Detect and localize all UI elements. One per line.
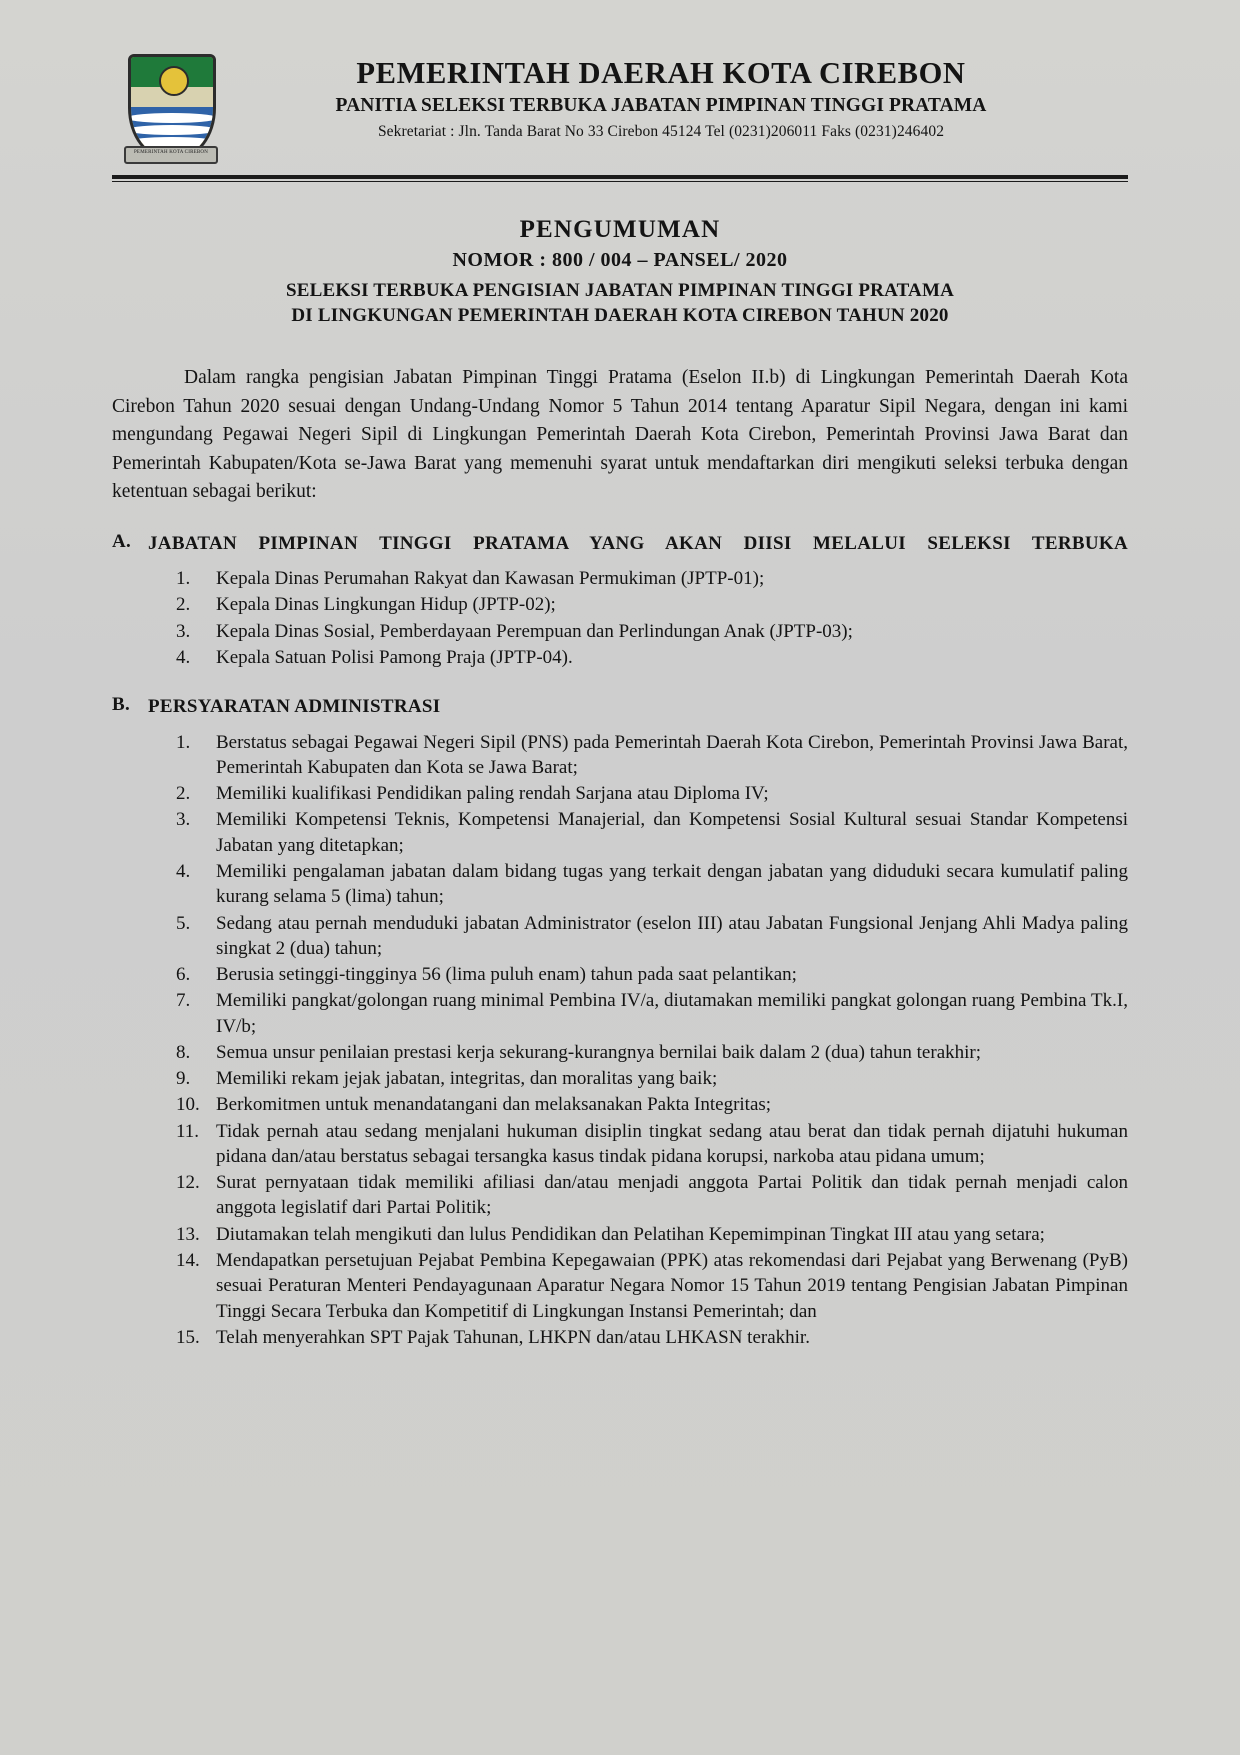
secretariat-address: Sekretariat : Jln. Tanda Barat No 33 Cirebon 45124 Tel (0231)206011 Faks (0231)246402: [377, 123, 945, 141]
item-text: Telah menyerahkan SPT Pajak Tahunan, LHKPN dan/atau LHKASN terakhir.: [216, 1326, 810, 1348]
section-b-title: PERSYARATAN ADMINISTRASI: [148, 696, 441, 718]
list-item: [176, 962, 1128, 987]
title-block: [112, 216, 1128, 328]
document-number: NOMOR : 800 / 004 – PANSEL/ 2020: [452, 249, 788, 271]
list-item: [176, 566, 1128, 591]
item-text: Sedang atau pernah menduduki jabatan Administrator (eselon III) atau Jabatan Fungsional Jenjang Ahli Madya paling singkat 2 (dua) tahun;: [216, 912, 1128, 959]
institution-name: PEMERINTAH DAERAH KOTA CIREBON: [356, 56, 966, 90]
item-text: Mendapatkan persetujuan Pejabat Pembina Kepegawaian (PPK) atas rekomendasi dari Pejabat yang Berwenang (PyB) sesuai Peraturan Menteri Pendayagunaan Aparatur Negara Nomor 15 Tahun 2019 tentang Pengisian Jabatan Pimpinan Tinggi Secara Terbuka dan Kompetitif di Lingkungan Instansi Pemerintah; dan: [216, 1250, 1128, 1322]
letterhead: [112, 46, 1128, 166]
item-number: 3.: [176, 809, 191, 831]
page-title: PENGUMUMAN: [519, 216, 721, 243]
item-number: 6.: [176, 964, 191, 986]
item-text: Memiliki rekam jejak jabatan, integritas, dan moralitas yang baik;: [216, 1068, 718, 1090]
item-number: 2.: [176, 594, 191, 616]
item-text: Diutamakan telah mengikuti dan lulus Pendidikan dan Pelatihan Kepemimpinan Tingkat III atau yang setara;: [216, 1223, 1045, 1245]
document-subtitle-line-1: SELEKSI TERBUKA PENGISIAN JABATAN PIMPINAN TINGGI PRATAMA: [285, 280, 955, 301]
document-subtitle-line-2: DI LINGKUNGAN PEMERINTAH DAERAH KOTA CIREBON TAHUN 2020: [291, 304, 949, 326]
list-item: [176, 619, 1128, 644]
list-item: [176, 988, 1128, 1039]
item-number: 12.: [176, 1172, 200, 1194]
list-item: [176, 1170, 1128, 1221]
section-b-letter: B.: [112, 694, 131, 716]
committee-name: PANITIA SELEKSI TERBUKA JABATAN PIMPINAN TINGGI PRATAMA: [335, 95, 987, 117]
item-number: 4.: [176, 646, 191, 668]
item-number: 5.: [176, 912, 191, 934]
section-a-list: [112, 566, 1128, 670]
list-item: [176, 911, 1128, 962]
item-number: 11.: [176, 1120, 200, 1142]
item-text: Berkomitmen untuk menandatangani dan melaksanakan Pakta Integritas;: [216, 1094, 772, 1116]
item-text: Semua unsur penilaian prestasi kerja sekurang-kurangnya bernilai baik dalam 2 (dua) tahun terakhir;: [216, 1041, 982, 1063]
item-number: 3.: [176, 620, 191, 642]
item-text: Memiliki Kompetensi Teknis, Kompetensi Manajerial, dan Kompetensi Sosial Kultural sesuai Standar Kompetensi Jabatan yang ditetapkan;: [216, 809, 1128, 856]
item-number: 7.: [176, 990, 191, 1012]
item-number: 4.: [176, 861, 191, 883]
list-item: [176, 1248, 1128, 1324]
item-text: Memiliki pangkat/golongan ruang minimal Pembina IV/a, diutamakan memiliki pangkat golongan ruang Pembina Tk.I, IV/b;: [216, 990, 1128, 1037]
item-number: 2.: [176, 783, 191, 805]
list-item: [176, 730, 1128, 781]
list-item: [176, 1040, 1128, 1065]
section-b: [112, 694, 1128, 1350]
item-text: Kepala Satuan Polisi Pamong Praja (JPTP-04).: [216, 646, 573, 668]
section-b-list: [112, 730, 1128, 1350]
list-item: [176, 781, 1128, 806]
item-text: Kepala Dinas Sosial, Pemberdayaan Perempuan dan Perlindungan Anak (JPTP-03);: [216, 620, 853, 642]
item-text: Memiliki pengalaman jabatan dalam bidang tugas yang terkait dengan jabatan yang diduduki secara kumulatif paling kurang selama 5 (lima) tahun;: [216, 861, 1128, 908]
list-item: [176, 645, 1128, 670]
list-item: [176, 1222, 1128, 1247]
header-rule-thin: [112, 181, 1128, 182]
section-a-title: JABATAN PIMPINAN TINGGI PRATAMA YANG AKAN DIISI MELALUI SELEKSI TERBUKA: [148, 532, 1128, 554]
list-item: [176, 859, 1128, 910]
section-a: [112, 531, 1128, 671]
item-number: 13.: [176, 1223, 200, 1245]
crest-caption: PEMERINTAH KOTA CIREBON: [124, 146, 218, 164]
list-item: [176, 1066, 1128, 1091]
item-text: Kepala Dinas Perumahan Rakyat dan Kawasan Permukiman (JPTP-01);: [216, 568, 765, 590]
list-item: [176, 1325, 1128, 1350]
item-text: Berstatus sebagai Pegawai Negeri Sipil (PNS) pada Pemerintah Daerah Kota Cirebon, Pemerintah Provinsi Jawa Barat, Pemerintah Kabupaten dan Kota se Jawa Barat;: [216, 731, 1128, 778]
list-item: [176, 1119, 1128, 1170]
item-number: 8.: [176, 1041, 191, 1063]
list-item: [176, 1092, 1128, 1117]
list-item: [176, 807, 1128, 858]
header-rule-thick: [112, 175, 1128, 179]
item-number: 14.: [176, 1250, 200, 1271]
list-item: [176, 592, 1128, 617]
section-a-letter: A.: [112, 530, 132, 552]
item-text: Surat pernyataan tidak memiliki afiliasi dan/atau menjadi anggota Partai Politik dan tidak pernah menjadi calon anggota legislatif dari Partai Politik;: [216, 1172, 1128, 1219]
item-number: 15.: [176, 1326, 200, 1348]
item-text: Kepala Dinas Lingkungan Hidup (JPTP-02);: [216, 594, 556, 616]
intro-paragraph: Dalam rangka pengisian Jabatan Pimpinan Tinggi Pratama (Eselon II.b) di Lingkungan Pemerintah Daerah Kota Cirebon Tahun 2020 sesuai dengan Undang-Undang Nomor 5 Tahun 2014 tentang Aparatur Sipil Negara, dengan ini kami mengundang Pegawai Negeri Sipil di Lingkungan Pemerintah Daerah Kota Cirebon, Pemerintah Provinsi Jawa Barat dan Pemerintah Kabupaten/Kota se-Jawa Barat yang memenuhi syarat untuk mendaftarkan diri mengikuti seleksi terbuka dengan ketentuan sebagai berikut:: [112, 367, 1128, 503]
item-number: 1.: [176, 731, 191, 753]
item-number: 9.: [176, 1068, 191, 1090]
item-text: Memiliki kualifikasi Pendidikan paling rendah Sarjana atau Diploma IV;: [216, 783, 769, 805]
item-number: 10.: [176, 1094, 200, 1116]
item-text: Tidak pernah atau sedang menjalani hukuman disiplin tingkat sedang atau berat dan tidak pernah dijatuhi hukuman pidana dan/atau berstatus sebagai tersangka kasus tindak pidana korupsi, narkoba atau pidana umum;: [216, 1120, 1128, 1167]
city-crest-icon: [122, 54, 218, 166]
item-text: Berusia setinggi-tingginya 56 (lima puluh enam) tahun pada saat pelantikan;: [216, 964, 797, 986]
item-number: 1.: [176, 568, 191, 590]
